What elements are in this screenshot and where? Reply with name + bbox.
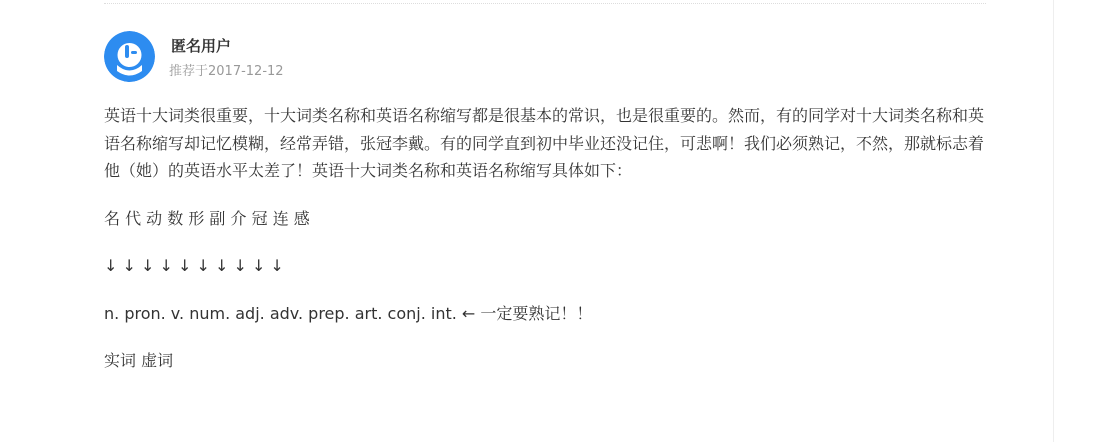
anonymous-avatar-icon[interactable] [104, 31, 155, 82]
top-divider [104, 3, 986, 4]
content-paragraph: n. pron. v. num. adj. adv. prep. art. conj. int. ← 一定要熟记！！ [104, 303, 593, 323]
answer-card [104, 31, 994, 395]
author-name[interactable]: 匿名用户 [171, 37, 232, 55]
author-info [104, 31, 994, 87]
content-paragraph: 英语十大词类很重要，十大词类名称和英语名称缩写都是很基本的常识，也是很重要的。然而，有的同学对十大词类名称和英语名称缩写却记忆模糊，经常弄错，张冠李戴。有的同学直到初中毕业还没记住，可悲啊！我们必须熟记，不然，那就标志着他（她）的英语水平太差了！英语十大词类名称和英语名称缩写具体如下： [104, 106, 985, 180]
recommend-date: 推荐于2017-12-12 [169, 64, 284, 79]
right-divider [1053, 0, 1054, 442]
content-paragraph: 名 代 动 数 形 副 介 冠 连 感 [104, 208, 310, 228]
content-paragraph: ↓ ↓ ↓ ↓ ↓ ↓ ↓ ↓ ↓ ↓ [104, 256, 284, 275]
answer-content [104, 102, 994, 375]
content-paragraph: 实词 虚词 [104, 351, 174, 370]
